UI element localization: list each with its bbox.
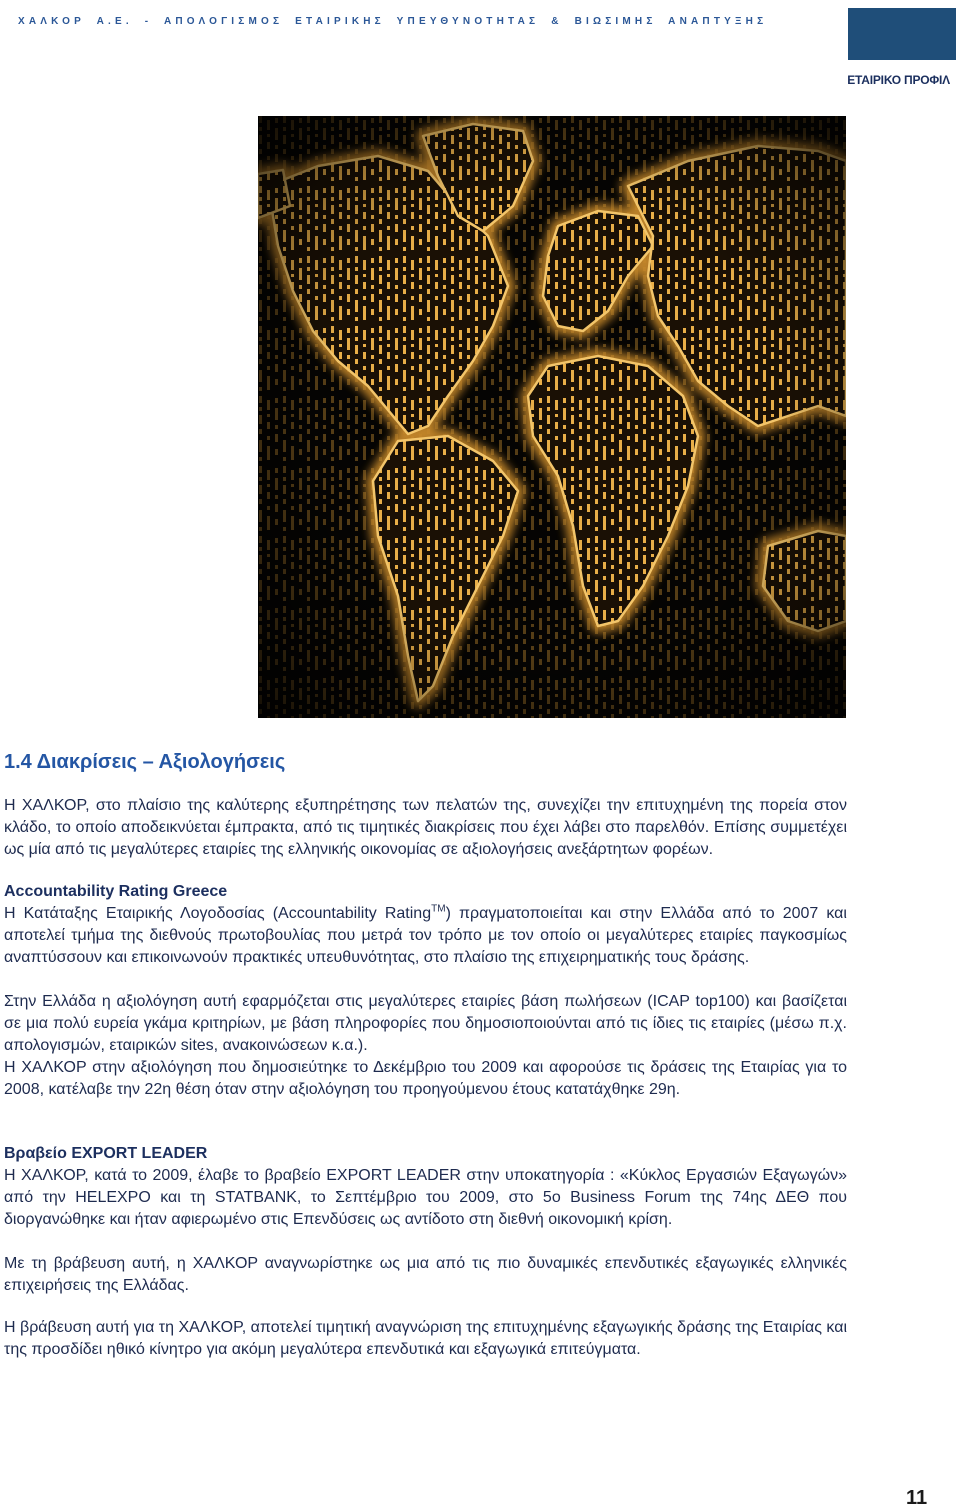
main-content: [4, 748, 847, 1361]
export-leader-paragraph: Η ΧΑΛΚΟΡ, κατά το 2009, έλαβε το βραβείο EXPORT LEADER στην υποκατηγορία : «Κύκλος Εργασιών Εξαγωγών» από την HELEXPO και τη STATBANK, το Σεπτέμβριο του 2009, στο 5ο Business Forum της 74ης ΔΕΘ που διοργανώθηκε και ήταν αφιερωμένο στις Επενδύσεις ως αντίδοτο στη διεθνή οικονομική κρίση.: [4, 1167, 847, 1228]
export-leader-heading: Βραβείο EXPORT LEADER: [4, 1145, 208, 1162]
accountability-intro-paragraph: [4, 903, 847, 969]
accountability-paragraph: Στην Ελλάδα η αξιολόγηση αυτή εφαρμόζεται στις μεγαλύτερες εταιρίες βάση πωλήσεων (ICAP top100) και βασίζεται σε μια πολύ ευρεία γκάμα κριτηρίων, με βάση πληροφορίες που δημοσιοποιούνται από τις ίδιες τις εταιρίες (μέσω π.χ. απολογισμών, εταιρικών sites, ανακοινώσεων κ.α.).: [4, 993, 847, 1054]
page-number: 11: [906, 1487, 928, 1509]
section-title: 1.4 Διακρίσεις – Αξιολογήσεις: [4, 751, 286, 773]
export-leader-paragraph: Η βράβευση αυτή για τη ΧΑΛΚΟΡ, αποτελεί τιμητική αναγνώριση της επιτυχημένης εξαγωγικής δράσης της Εταιρίας και της προσδίδει ηθικό κίνητρο για ακόμη μεγαλύτερα επενδυτικά και εξαγωγικά επιτεύγματα.: [4, 1319, 847, 1358]
trademark-superscript: TM: [431, 903, 446, 915]
accountability-intro-text-continued: ) πραγματοποιείται και στην Ελλάδα από το 2007 και αποτελεί τμήμα της διεθνούς πρωτοβουλίας που μετρά τον τρόπο με τον οποίο οι μεγαλύτερες εταιρίες παγκοσμίως αναπτύσσουν και επικοινωνούν πρακτικές υπευθυνότητας, στο πλαίσιο της επιχειρηματικής τους δράσης.: [4, 905, 847, 966]
world-map-image: [258, 116, 846, 718]
accountability-paragraph: Η ΧΑΛΚΟΡ στην αξιολόγηση που δημοσιεύτηκε το Δεκέμβριο του 2009 και αφορούσε τις δράσεις της Εταιρίας για το 2008, κατέλαβε την 22η θέση όταν στην αξιολόγηση του προηγούμενου έτους κατατάχθηκε 29η.: [4, 1059, 847, 1098]
export-leader-paragraph: Με τη βράβευση αυτή, η ΧΑΛΚΟΡ αναγνωρίστηκε ως μια από τις πιο δυναμικές επενδυτικές εξαγωγικές ελληνικές επιχειρήσεις της Ελλάδας.: [4, 1255, 847, 1294]
accountability-intro-text: Η Κατάταξης Εταιρικής Λογοδοσίας (Accountability Rating: [4, 905, 432, 922]
running-title: ΧΑΛΚΟΡ Α.Ε. - ΑΠΟΛΟΓΙΣΜΟΣ ΕΤΑΙΡΙΚΗΣ ΥΠΕΥΘΥΝΟΤΗΤΑΣ & ΒΙΩΣΙΜΗΣ ΑΝΑΠΤΥΞΗΣ: [18, 16, 768, 27]
intro-paragraph: Η ΧΑΛΚΟΡ, στο πλαίσιο της καλύτερης εξυπηρέτησης των πελατών της, συνεχίζει την επιτυχημένη της πορεία στον κλάδο, το οποίο αποδεικνύεται έμπρακτα, από τις τιμητικές διακρίσεις που έχει λάβει στο παρελθόν. Επίσης συμμετέχει ως μία από τις μεγαλύτερες εταιρίες της ελληνικής οικονομίας σε αξιολογήσεις ανεξάρτητων φορέων.: [4, 797, 847, 858]
section-label: ΕΤΑΙΡΙΚΟ ΠΡΟΦΙΛ: [847, 73, 950, 87]
section-color-block: [848, 8, 956, 60]
accountability-heading: Accountability Rating Greece: [4, 883, 228, 900]
